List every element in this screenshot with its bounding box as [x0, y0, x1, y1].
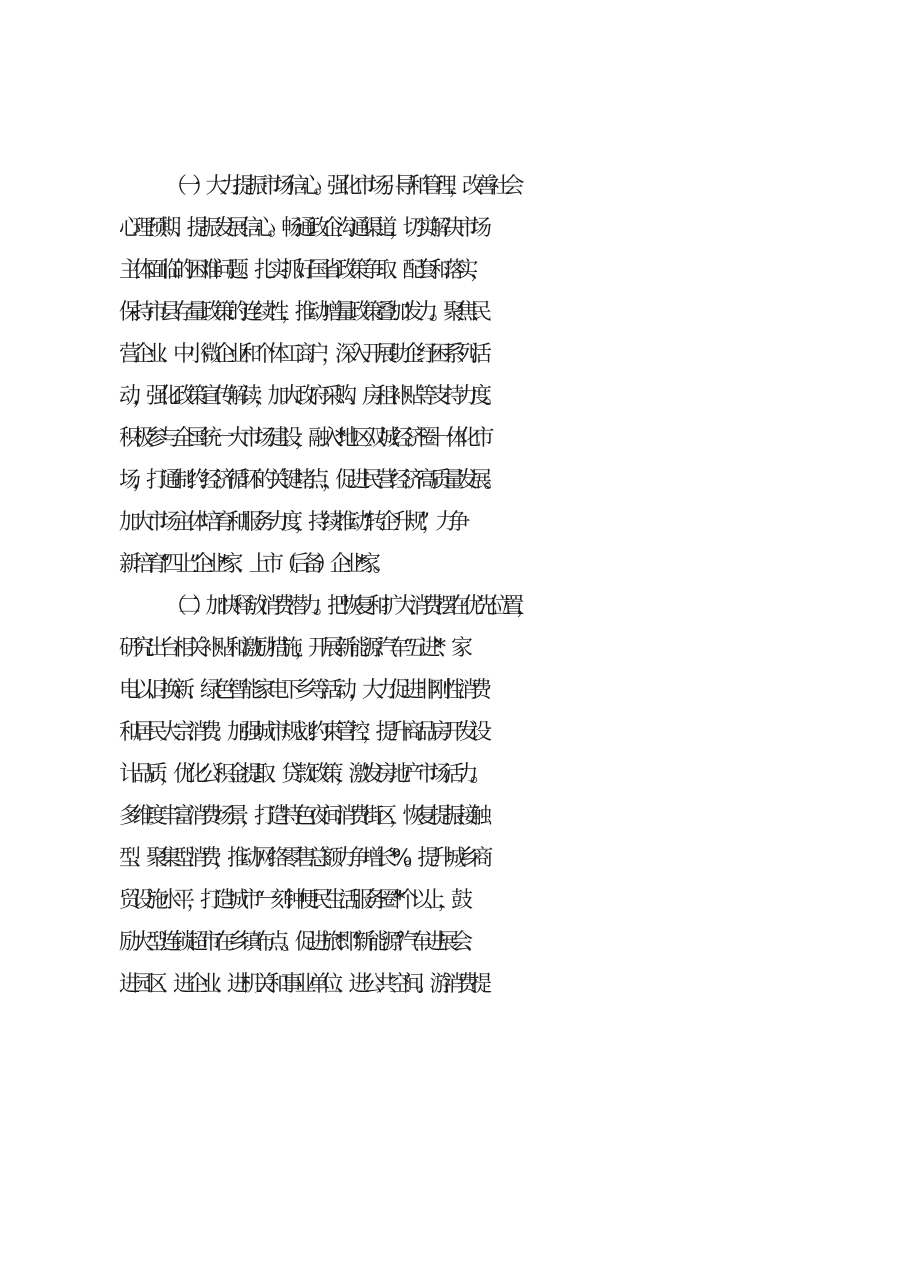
paragraph-1-line-1: （一）大力提振市场信心。强化市场引导和管理，改善社会	[165, 174, 517, 199]
paragraph-1-line-10: 新培育“四上”企业*家、上市（后备）企业*家。	[119, 552, 386, 577]
paragraph-2-line-1: （二）加快释放消费潜力。把恢复和扩大消费摆在优先位置，	[165, 594, 530, 619]
paragraph-2-line-8: 贸设施水平，打造城市“一刻钟便民生活服务圈”*个以上，鼓	[119, 888, 465, 913]
paragraph-1-line-3: 主体面临的困难问题。扎实抓好国省政策争取、配套和落实，	[119, 258, 484, 283]
paragraph-2-line-4: 和居民大宗消费。加强城市规划约束管控，提升商品房开发设	[119, 720, 484, 745]
paragraph-2-line-3: 电以旧换新、绿色智能家电下乡等活动，大力促进非刚性消费	[119, 678, 484, 703]
paragraph-1-line-7: 积极参与全国统一大市场建设，融入*地区双城经济圈一体化市	[119, 426, 487, 451]
paragraph-1-line-8: 场，打通制约经济循环的关键堵点，促进民营经济高质量发展。	[119, 468, 498, 493]
paragraph-1-line-6: 动，强化政策宣传解读，加大政府采购、房租补贴等支持力度。	[119, 384, 498, 409]
paragraph-1-line-2: 心理预期、提振发展信心。畅通政企沟通渠道，切实解决市场	[119, 216, 484, 241]
paragraph-2-line-5: 计品质，优化公积金提取、贷款政策，激发房地产市场活力。	[119, 762, 484, 787]
paragraph-1-line-5: 营企业、中小微企业和个体工商户，深入开展助企纾困系列活	[119, 342, 484, 367]
paragraph-2-line-2: 研究出台相关补贴和激励措施，开展新能源汽车“五进”*、家	[119, 636, 465, 661]
paragraph-1-line-4: 保持市县存量政策的连续性，推动增量政策叠加发力。聚焦民	[119, 300, 484, 325]
paragraph-2-line-7: 型、聚集型消费，推动网络零售总额力争增长*%。提升城乡商	[119, 846, 485, 871]
paragraph-2-line-10: 进园区、进企业、进机关和事业单位、进公共空间。游消费提	[119, 972, 484, 997]
body-text	[119, 166, 819, 1006]
paragraph-2-line-6: 多维度丰富消费场景，打造特色夜间消费街区，恢复提振接触	[119, 804, 484, 829]
paragraph-1-line-9: 加大市场主体培育和服务力度，持续推动“转企升规”，力争	[119, 510, 462, 535]
paragraph-2-line-9: 励大型连锁超市在乡镇布点。促进旅*即“新能源”汽车进展会、	[119, 930, 478, 955]
